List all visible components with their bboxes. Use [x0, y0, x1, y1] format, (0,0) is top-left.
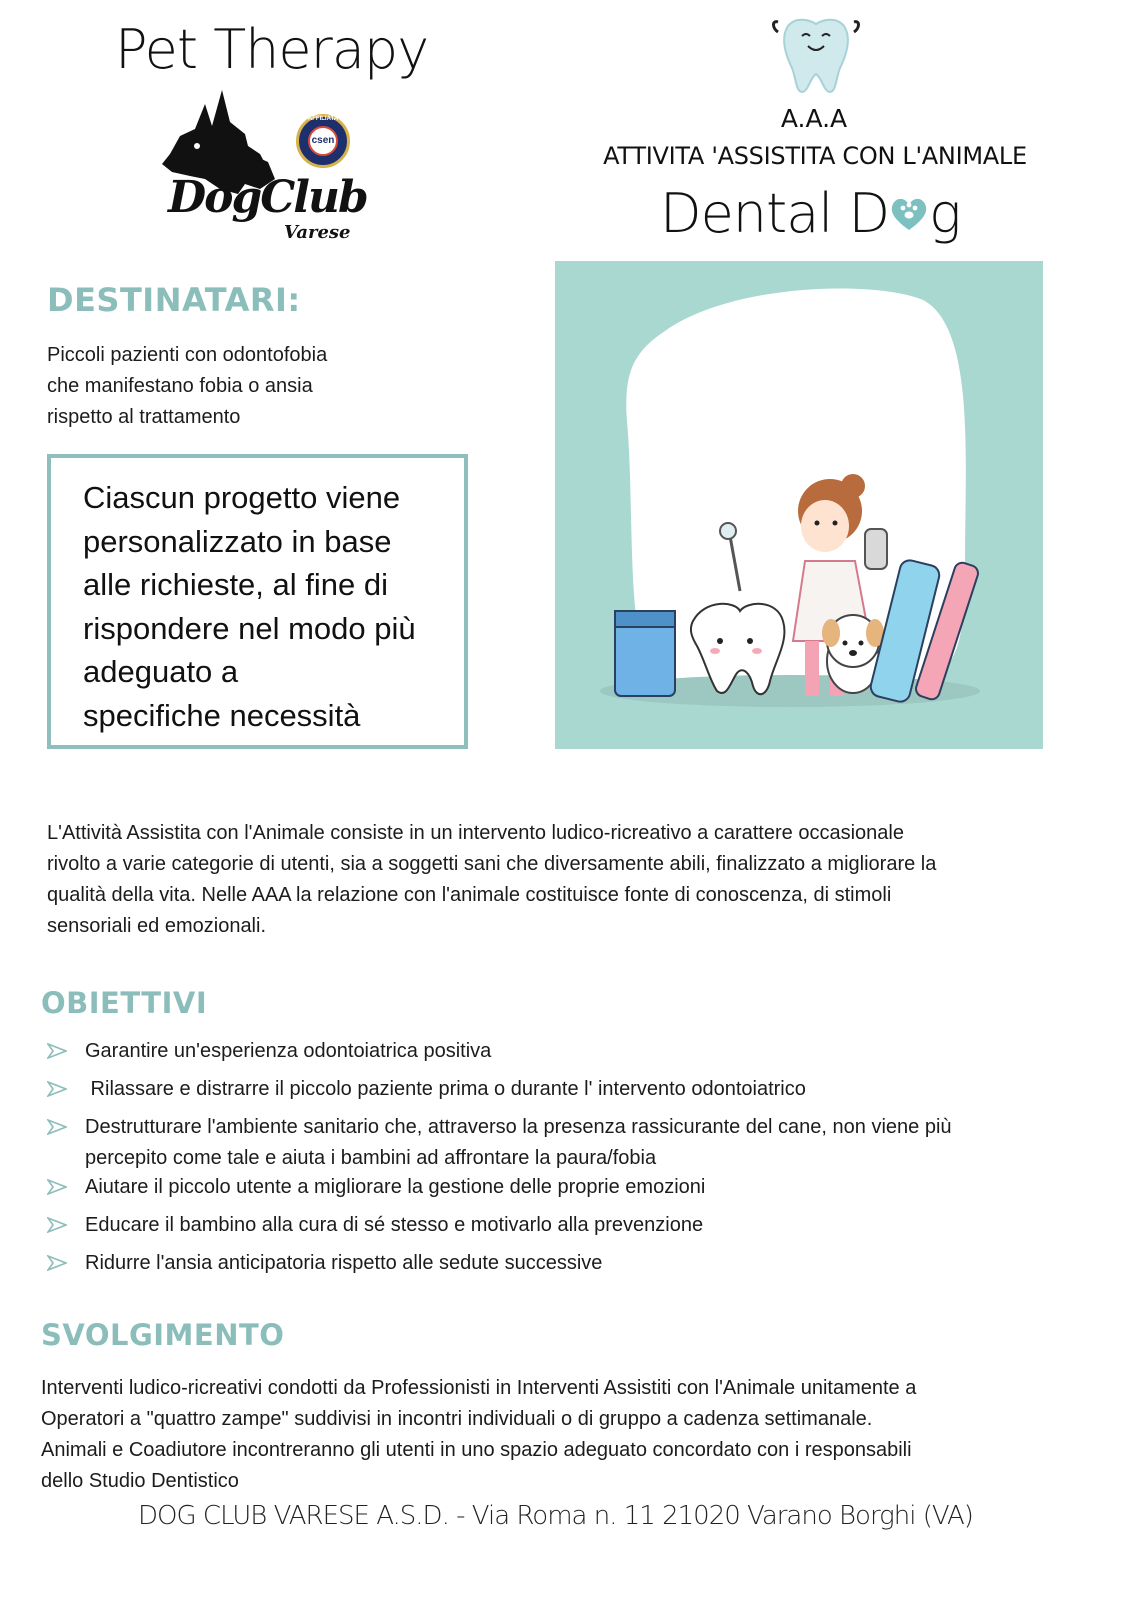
intro-line: qualità della vita. Nelle AAA la relazione con l'animale costituisce fonte di conoscenza, di stimoli	[47, 884, 892, 906]
destinatari-text	[47, 340, 327, 433]
destinatari-line: rispetto al trattamento	[47, 406, 241, 428]
dental-dog-brand	[660, 182, 960, 252]
intro-line: rivolto a varie categorie di utenti, sia a soggetti sani che diversamente abili, finalizzato a migliorare la	[47, 853, 937, 875]
brand-right: g	[929, 182, 961, 245]
obiettivo-text: Ridurre l'ansia anticipatoria rispetto alle sedute successive	[85, 1252, 603, 1274]
floss-box-illustration	[615, 611, 675, 696]
badge-center-text: csen	[311, 135, 335, 146]
svolgimento-paragraph	[41, 1373, 916, 1497]
svolgimento-heading: SVOLGIMENTO	[41, 1318, 285, 1352]
obiettivo-line: percepito come tale e aiuta i bambini ad affrontare la paura/fobia	[85, 1147, 657, 1169]
footer-address: DOG CLUB VARESE A.S.D. - Via Roma n. 11 21020 Varano Borghi (VA)	[138, 1501, 973, 1531]
obiettivo-text: Aiutare il piccolo utente a migliorare la gestione delle proprie emozioni	[85, 1176, 706, 1198]
brand-left: Dental D	[660, 182, 890, 245]
callout-line: specifiche necessità	[83, 697, 361, 733]
aaa-subtitle: ATTIVITA 'ASSISTITA CON L'ANIMALE	[603, 142, 1027, 170]
obiettivo-line: Destrutturare l'ambiente sanitario che, attraverso la presenza rassicurante del cane, non viene più	[85, 1116, 952, 1138]
csen-badge	[296, 114, 350, 168]
dogclub-logo	[150, 84, 370, 254]
intro-line: L'Attività Assistita con l'Animale consiste in un intervento ludico-ricreativo a carattere occasionale	[47, 822, 904, 844]
paw-heart-icon	[889, 194, 929, 234]
callout-text	[83, 476, 416, 737]
svolgimento-line: Animali e Coadiutore incontreranno gli utenti in uno spazio adeguato concordato con i responsabili	[41, 1439, 912, 1461]
svolgimento-line: Operatori a "quattro zampe" suddivisi in incontri individuali o di gruppo a cadenza settimanale.	[41, 1408, 873, 1430]
arrow-bullet-icon	[47, 1119, 67, 1135]
intro-line: sensoriali ed emozionali.	[47, 915, 267, 937]
obiettivo-text: Rilassare e distrarre il piccolo paziente prima o durante l' intervento odontoiatrico	[85, 1078, 806, 1100]
callout-line: Ciascun progetto viene	[83, 480, 401, 515]
callout-line: alle richieste, al fine di	[83, 567, 388, 602]
arrow-bullet-icon	[47, 1043, 67, 1059]
badge-top-text: AFFILIATA	[307, 116, 339, 122]
tooth-mascot-icon	[770, 16, 862, 96]
callout-line: rispondere nel modo più	[83, 610, 416, 646]
arrow-bullet-icon	[47, 1179, 67, 1195]
aaa-acronym: A.A.A	[780, 104, 848, 133]
obiettivi-list	[47, 1036, 1087, 1296]
destinatari-line: che manifestano fobia o ansia	[47, 375, 313, 397]
svolgimento-line: dello Studio Dentistico	[41, 1470, 239, 1492]
arrow-bullet-icon	[47, 1255, 67, 1271]
obiettivo-text	[85, 1112, 952, 1174]
arrow-bullet-icon	[47, 1217, 67, 1233]
svolgimento-line: Interventi ludico-ricreativi condotti da Professionisti in Interventi Assistiti con l'Animale unitamente a	[41, 1377, 917, 1399]
obiettivi-heading: OBIETTIVI	[41, 986, 208, 1020]
callout-line: adeguato a	[83, 654, 239, 689]
destinatari-line: Piccoli pazienti con odontofobia	[47, 344, 328, 366]
callout-line: personalizzato in base	[83, 523, 392, 559]
destinatari-heading: DESTINATARI:	[47, 281, 301, 319]
logo-wordmark: DogClub	[168, 172, 367, 223]
dentist-illustration	[555, 261, 1043, 749]
pet-therapy-title: Pet Therapy	[115, 18, 429, 81]
logo-subtext: Varese	[284, 222, 351, 243]
intro-paragraph	[47, 818, 936, 942]
obiettivo-text: Educare il bambino alla cura di sé stesso e motivarlo alla prevenzione	[85, 1214, 704, 1236]
arrow-bullet-icon	[47, 1081, 67, 1097]
callout-box	[47, 454, 468, 749]
obiettivo-text: Garantire un'esperienza odontoiatrica positiva	[85, 1040, 492, 1062]
